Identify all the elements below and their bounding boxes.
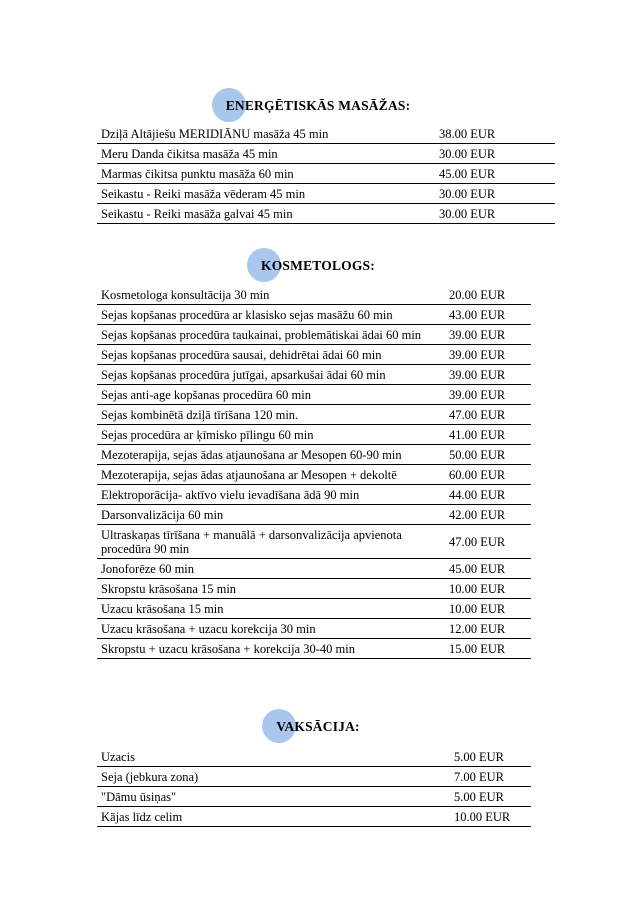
- service-name: Mezoterapija, sejas ādas atjaunošana ar Mesopen 60-90 min: [97, 445, 449, 465]
- service-price: 10.00 EUR: [449, 579, 531, 599]
- section-title-energetic-massages: ENERĢĒTISKĀS MASĀŽAS:: [0, 98, 636, 114]
- service-price: 43.00 EUR: [449, 305, 531, 325]
- price-row: [97, 525, 531, 559]
- price-row: [97, 385, 531, 405]
- service-name: Uzacis: [97, 747, 454, 767]
- price-row: [97, 579, 531, 599]
- service-name: Kosmetologa konsultācija 30 min: [97, 285, 449, 305]
- service-price: 45.00 EUR: [439, 164, 555, 184]
- service-price: 12.00 EUR: [449, 619, 531, 639]
- service-name: Ultraskaņas tīrīšana + manuālā + darsonvalizācija apvienota procedūra 90 min: [97, 525, 449, 559]
- service-price: 5.00 EUR: [454, 787, 531, 807]
- service-name: Sejas kopšanas procedūra ar klasisko sejas masāžu 60 min: [97, 305, 449, 325]
- price-row: [97, 305, 531, 325]
- service-price: 42.00 EUR: [449, 505, 531, 525]
- price-table-waxing: [97, 747, 531, 827]
- price-row: [97, 485, 531, 505]
- service-price: 30.00 EUR: [439, 204, 555, 224]
- service-name: Jonoforēze 60 min: [97, 559, 449, 579]
- price-row: [97, 345, 531, 365]
- price-row: [97, 325, 531, 345]
- price-row: [97, 505, 531, 525]
- service-price: 39.00 EUR: [449, 385, 531, 405]
- price-row: [97, 807, 531, 827]
- service-name: Uzacu krāsošana 15 min: [97, 599, 449, 619]
- price-row: [97, 285, 531, 305]
- price-row: [97, 787, 531, 807]
- service-name: Seikastu - Reiki masāža galvai 45 min: [97, 204, 439, 224]
- service-name: Meru Danda čikitsa masāža 45 min: [97, 144, 439, 164]
- service-price: 10.00 EUR: [454, 807, 531, 827]
- service-name: Sejas anti-age kopšanas procedūra 60 min: [97, 385, 449, 405]
- service-price: 30.00 EUR: [439, 184, 555, 204]
- service-name: Skropstu + uzacu krāsošana + korekcija 30-40 min: [97, 639, 449, 659]
- service-price: 60.00 EUR: [449, 465, 531, 485]
- service-price: 15.00 EUR: [449, 639, 531, 659]
- price-row: [97, 465, 531, 485]
- service-price: 7.00 EUR: [454, 767, 531, 787]
- service-price: 20.00 EUR: [449, 285, 531, 305]
- price-row: [97, 639, 531, 659]
- price-row: [97, 204, 555, 224]
- price-row: [97, 124, 555, 144]
- service-name: Kājas līdz celim: [97, 807, 454, 827]
- service-name: Mezoterapija, sejas ādas atjaunošana ar Mesopen + dekoltē: [97, 465, 449, 485]
- service-name: Sejas procedūra ar ķīmisko pīlingu 60 min: [97, 425, 449, 445]
- service-price: 30.00 EUR: [439, 144, 555, 164]
- service-price: 39.00 EUR: [449, 365, 531, 385]
- price-row: [97, 619, 531, 639]
- price-row: [97, 747, 531, 767]
- section-title-waxing: VAKSĀCIJA:: [0, 719, 636, 735]
- price-row: [97, 184, 555, 204]
- service-price: 5.00 EUR: [454, 747, 531, 767]
- service-price: 38.00 EUR: [439, 124, 555, 144]
- service-name: Sejas kopšanas procedūra jutīgai, apsarkušai ādai 60 min: [97, 365, 449, 385]
- price-row: [97, 425, 531, 445]
- price-row: [97, 365, 531, 385]
- service-name: Seja (jebkura zona): [97, 767, 454, 787]
- service-price: 39.00 EUR: [449, 325, 531, 345]
- service-name: Darsonvalizācija 60 min: [97, 505, 449, 525]
- price-row: [97, 767, 531, 787]
- service-price: 50.00 EUR: [449, 445, 531, 465]
- service-name: Seikastu - Reiki masāža vēderam 45 min: [97, 184, 439, 204]
- service-name: Uzacu krāsošana + uzacu korekcija 30 min: [97, 619, 449, 639]
- price-row: [97, 559, 531, 579]
- service-price: 41.00 EUR: [449, 425, 531, 445]
- service-name: Marmas čikitsa punktu masāža 60 min: [97, 164, 439, 184]
- service-price: 47.00 EUR: [449, 525, 531, 559]
- service-price: 45.00 EUR: [449, 559, 531, 579]
- price-table-energetic-massages: [97, 124, 555, 224]
- service-name: Sejas kombinētā dziļā tīrīšana 120 min.: [97, 405, 449, 425]
- service-name: Dziļā Altājiešu MERIDIĀNU masāža 45 min: [97, 124, 439, 144]
- service-name: Sejas kopšanas procedūra sausai, dehidrētai ādai 60 min: [97, 345, 449, 365]
- service-price: 44.00 EUR: [449, 485, 531, 505]
- price-row: [97, 405, 531, 425]
- service-name: "Dāmu ūsiņas": [97, 787, 454, 807]
- price-row: [97, 164, 555, 184]
- service-name: Elektroporācija- aktīvo vielu ievadīšana ādā 90 min: [97, 485, 449, 505]
- service-price: 10.00 EUR: [449, 599, 531, 619]
- price-table-cosmetologist: [97, 285, 531, 659]
- price-row: [97, 445, 531, 465]
- service-name: Sejas kopšanas procedūra taukainai, problemātiskai ādai 60 min: [97, 325, 449, 345]
- service-price: 47.00 EUR: [449, 405, 531, 425]
- price-row: [97, 144, 555, 164]
- service-price: 39.00 EUR: [449, 345, 531, 365]
- section-title-cosmetologist: KOSMETOLOGS:: [0, 258, 636, 274]
- price-row: [97, 599, 531, 619]
- service-name: Skropstu krāsošana 15 min: [97, 579, 449, 599]
